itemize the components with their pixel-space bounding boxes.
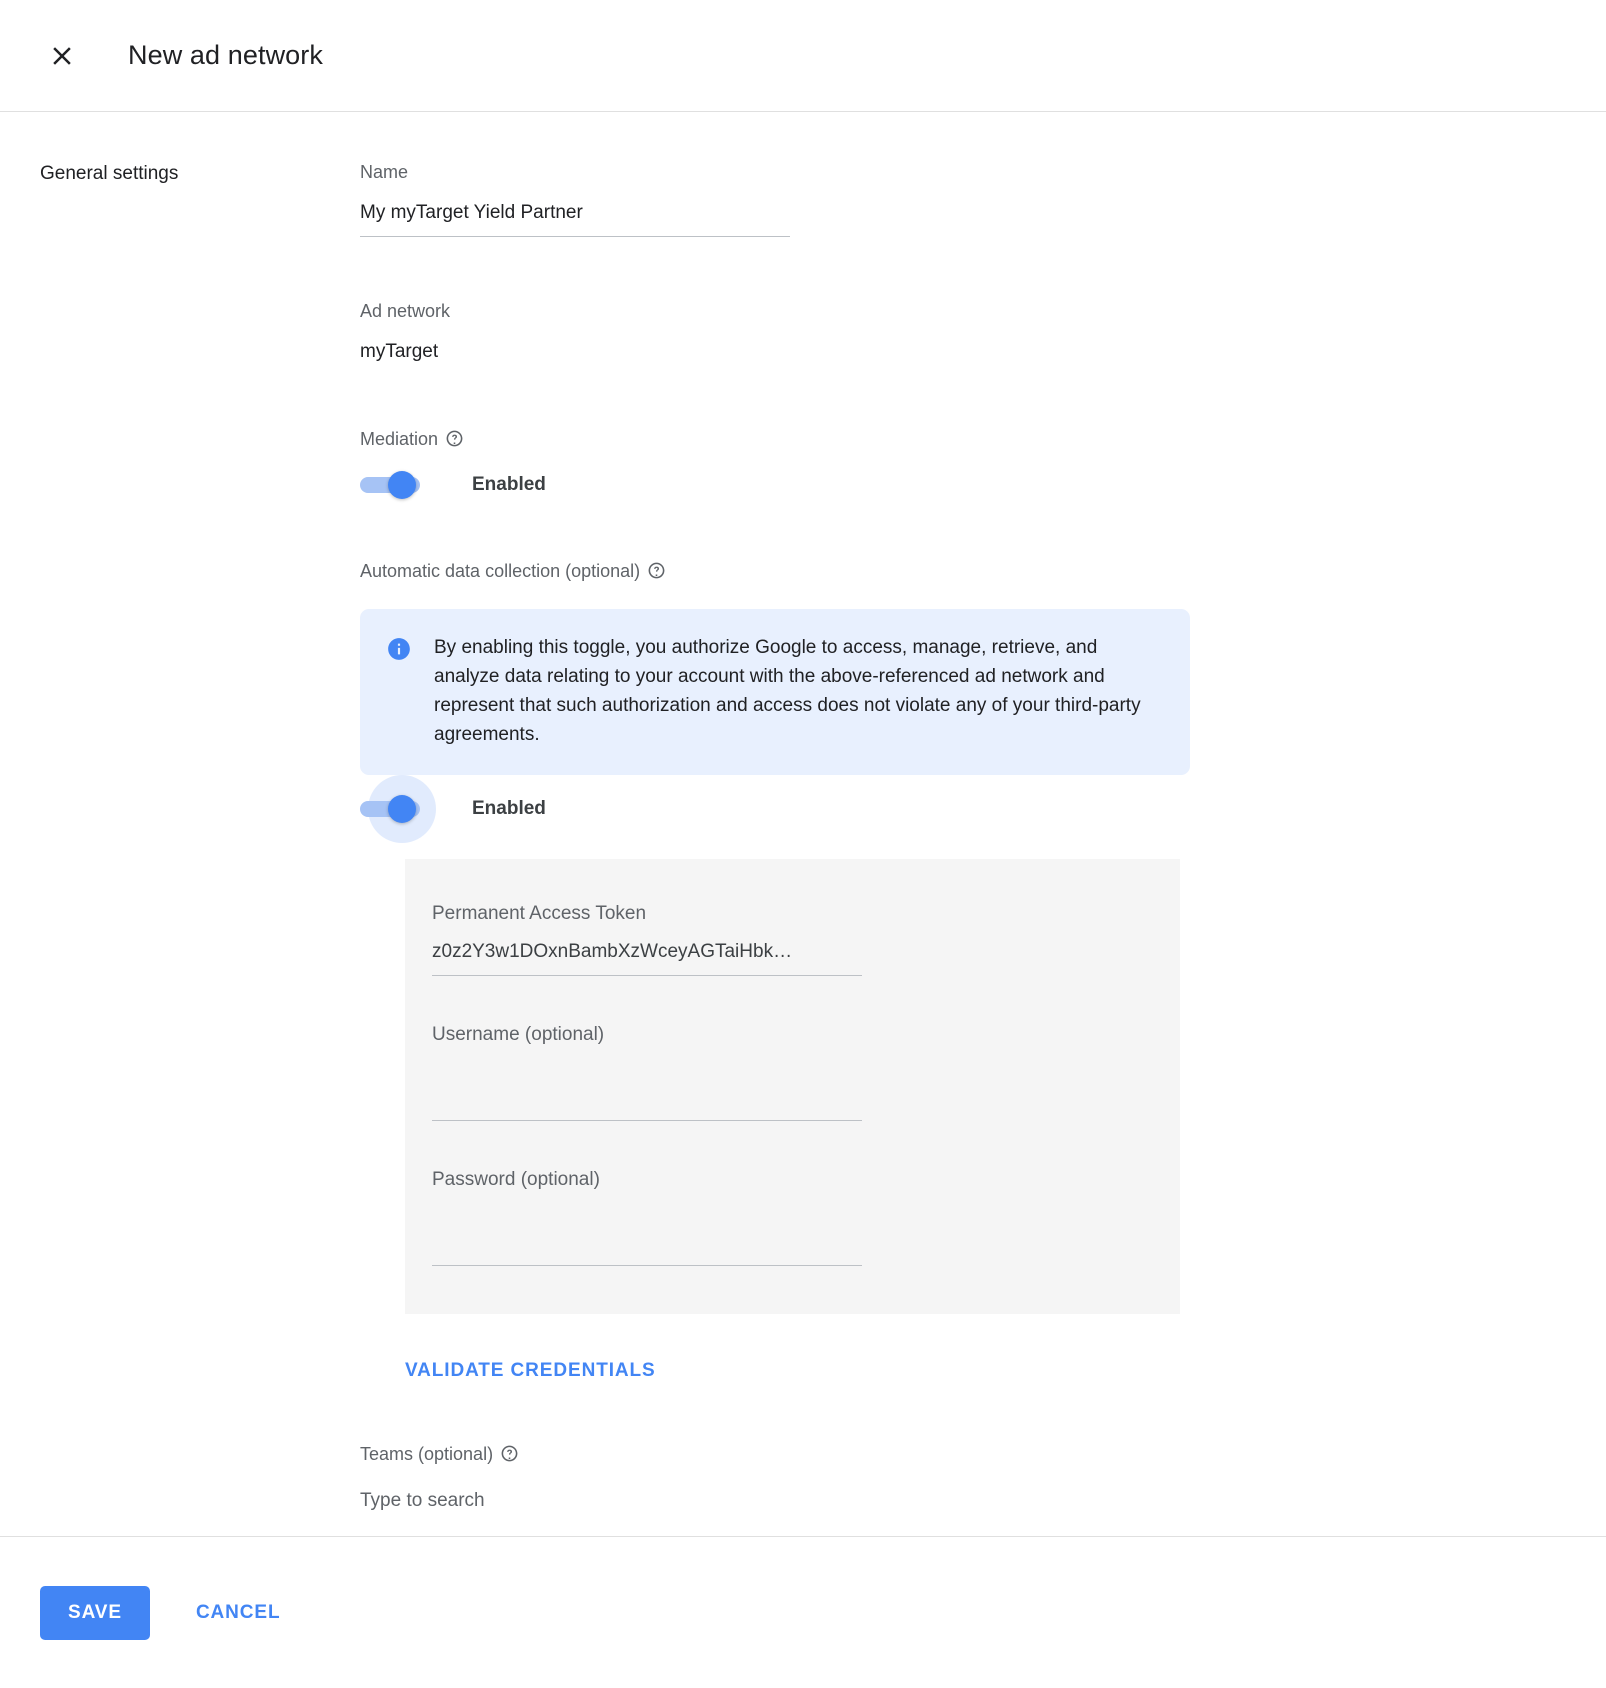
authorization-info-text: By enabling this toggle, you authorize Google to access, manage, retrieve, and analyze data relating to your account with the above-referenced ad network and represent that such authorization and access does not violate any of your third-party agreements. — [434, 637, 1141, 745]
toggle-knob — [388, 795, 416, 823]
mediation-label-text: Mediation — [360, 429, 439, 449]
dialog-header — [0, 0, 1606, 112]
general-settings-section — [0, 112, 1606, 1512]
credentials-card — [405, 859, 1180, 1314]
username-input[interactable] — [432, 1048, 862, 1121]
name-field[interactable] — [360, 160, 790, 237]
cancel-button[interactable]: CANCEL — [195, 1601, 281, 1623]
name-label: Name — [360, 162, 409, 182]
automatic-data-collection-toggle-row[interactable] — [360, 797, 1566, 821]
dialog-body — [0, 112, 1606, 1534]
automatic-data-collection-label — [360, 559, 1566, 583]
permanent-access-token-label: Permanent Access Token — [432, 903, 647, 924]
permanent-access-token-field[interactable] — [432, 901, 862, 976]
name-input[interactable]: My myTarget Yield Partner — [360, 202, 583, 223]
mediation-toggle-label: Enabled — [472, 474, 546, 495]
permanent-access-token-input[interactable]: z0z2Y3w1DOxnBambXzWceyAGTaiHbk… — [432, 927, 862, 976]
save-button[interactable]: SAVE — [40, 1586, 150, 1640]
automatic-data-collection-toggle[interactable] — [360, 797, 424, 821]
ad-network-value: myTarget — [360, 341, 439, 362]
mediation-label — [360, 427, 1566, 451]
info-icon — [386, 636, 412, 662]
teams-label — [360, 1442, 1566, 1466]
mediation-toggle[interactable] — [360, 473, 424, 497]
automatic-data-collection-label-text: Automatic data collection (optional) — [360, 561, 641, 581]
username-label: Username (optional) — [432, 1024, 605, 1045]
ad-network-label: Ad network — [360, 301, 451, 321]
mediation-toggle-row[interactable] — [360, 473, 1566, 497]
teams-field — [360, 1442, 1566, 1512]
help-icon[interactable] — [445, 429, 464, 448]
automatic-data-collection-field — [360, 559, 1566, 821]
ad-network-field — [360, 299, 1566, 365]
mediation-field — [360, 427, 1566, 497]
help-icon[interactable] — [500, 1444, 519, 1463]
password-field[interactable] — [432, 1167, 862, 1266]
teams-label-text: Teams (optional) — [360, 1444, 494, 1464]
username-field[interactable] — [432, 1022, 862, 1121]
password-label: Password (optional) — [432, 1169, 600, 1190]
teams-search-input[interactable]: Type to search — [360, 1490, 485, 1511]
section-title: General settings — [40, 163, 179, 184]
password-input[interactable] — [432, 1193, 862, 1266]
help-icon[interactable] — [647, 561, 666, 580]
section-fields — [360, 160, 1606, 1512]
validate-credentials-button[interactable]: VALIDATE CREDENTIALS — [405, 1360, 656, 1381]
close-icon — [47, 41, 77, 71]
close-button[interactable] — [40, 34, 84, 78]
dialog-footer — [0, 1536, 1606, 1688]
page-title: New ad network — [128, 40, 323, 70]
authorization-info-banner — [360, 609, 1190, 775]
automatic-data-collection-toggle-label: Enabled — [472, 798, 546, 819]
toggle-knob — [388, 471, 416, 499]
